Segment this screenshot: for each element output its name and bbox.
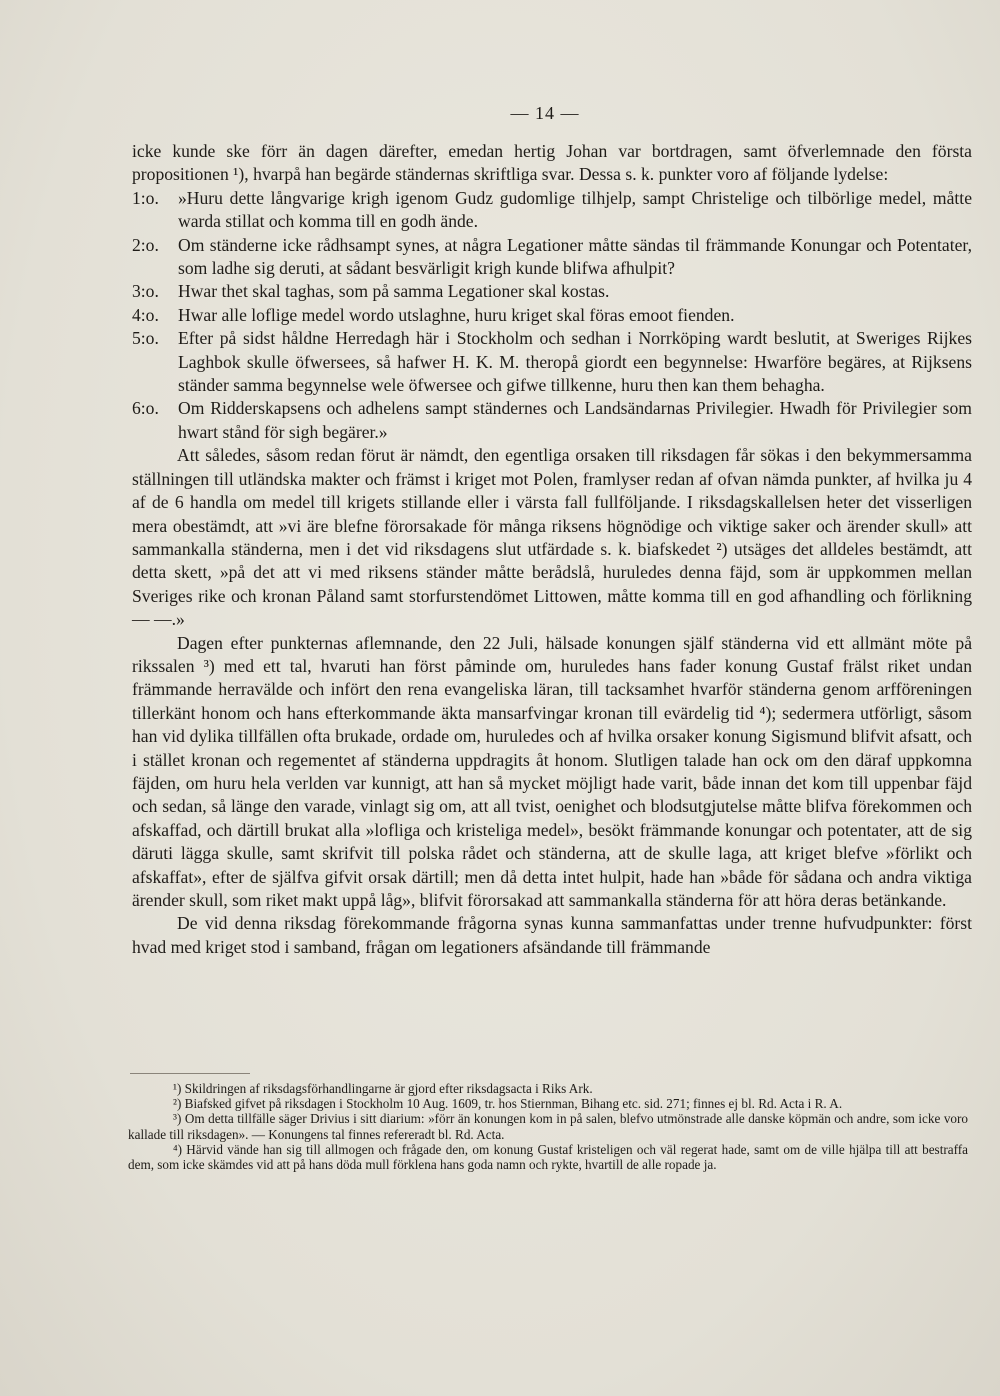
body-paragraph: Att således, såsom redan förut är nämdt, den egentliga orsaken till riksdagen får sökas i den bekymmersamma ställningen till utländska makter och främst i kriget mot Polen, framlyser redan af ofvan nämda punkter, af hvilka ju 4 af de 6 handla om medel till krigets stillande eller i värsta fall fullföljande. I riksdagskallelsen heter det visserligen mera obestämdt, att »vi äre blefne förorsakade för många riksens högnödige och viktige saker och ärender skull» att sammankalla ständerna, men i det vid riksdagens slut utfärdade s. k. biafskedet ²) utsäges det alldeles bestämdt, att detta skett, »på det att vi med riksens ständer måtte berådslå, huruledes denna fäjd, som är uppkommen mellan Sveriges rike och kronan Påland samt storfurstendömet Littowen, måtte komma till en god afhandling och förlikning — —.» (132, 445, 972, 630)
footnote: ¹) Skildringen af riksdagsförhandlingarne är gjord efter riksdagsacta i Riks Ark. (173, 1081, 593, 1096)
footnote: ³) Om detta tillfälle säger Drivius i sitt diarium: »förr än konungen kom in på salen, blefvo utmönstrade alle danske köpmän och andre, som icke voro kallade till riksdagen». — Konungens tal finnes refereradt bl. Rd. Acta. (128, 1111, 968, 1142)
item-number: 5:o. (132, 328, 159, 349)
body-paragraph: Dagen efter punkternas aflemnande, den 22 Juli, hälsade konungen själf ständerna vid ett allmänt möte på rikssalen ³) med ett tal, hvaruti han först påminde om, huruledes hans fader konung Gustaf frälst riket undan främmande herravälde och infört den rena evangeliska läran, till tacksamhet hvarför ständerna genom arfföreningen tillerkänt honom och hans efterkommande äkta mansarfvingar kronan till evärdelig tid ⁴); sedermera utförligt, såsom han vid dylika tillfällen ofta brukade, ordade om, huruledes och af hvilka orsaker konung Sigismund blifvit afsatt, och i stället kronan och regementet af ständerna uppdragits åt honom. Slutligen talade han ock om den däraf uppkomna fäjden, om huru hela verlden var kunnigt, att han så mycket möjligt hade varit, både innan det kom till uppenbar fäjd och sedan, så länge den varade, vinlagt sig om, att all tvist, oenighet och blodsutgjutelse måtte blifva förekommen och afskaffad, och därtill brukat alla »lofliga och kristeliga medel», besökt främmande konungar och potentater, att de sig däruti lägga skulle, samt skrifvit till polska rådet och ständerna, att de skulle laga, att kriget blefve »förlikt och afskaffat», efter de själfva gifvit orsak därtill; men då detta intet hulpit, hade han »både för sådana och andra viktiga ärender skull, som riket makt uppå låg», blifvit förorsakad att sammankalla ständerna för att höra deras betänkande. (132, 632, 972, 910)
list-item (132, 327, 972, 397)
item-text: Hwar alle loflige medel wordo utslaghne, huru kriget skal föras emoot fienden. (178, 304, 735, 325)
item-number: 6:o. (132, 398, 159, 419)
item-text: »Huru dette långvarige krigh igenom Gudz gudomlige tilhjelp, sampt Christelige och tilbörlige medel, måtte warda stillat och komma till en godh ände. (178, 187, 972, 232)
numbered-list (132, 187, 972, 444)
list-item (132, 187, 972, 234)
footnote: ⁴) Härvid vände han sig till allmogen och frågade den, om konung Gustaf kristeligen och väl regerat hade, samt om de ville hjälpa till att bestraffa dem, som icke skämdes vid att på hans döda mull förklena hans goda namn och rykte, hvartill de alle ropade ja. (128, 1141, 968, 1173)
item-number: 4:o. (132, 304, 159, 325)
list-item (132, 234, 972, 281)
item-text: Efter på sidst håldne Herredagh här i Stockholm och sedhan i Norrköping wardt beslutit, at Sweriges Rijkes Laghbok skulle öfwersees, så hafwer H. K. M. theropå giordt een begynnelse: Hwarföre begäres, at Rijksens ständer samma begynnelse wele öfwersee och gifwe tillkenne, huru then kan them behagha. (178, 328, 972, 396)
item-number: 1:o. (132, 187, 159, 208)
footnote-divider (130, 1073, 250, 1074)
item-text: Hwar thet skal taghas, som på samma Legationer skal kostas. (178, 281, 610, 302)
list-item (132, 280, 972, 303)
footnotes (128, 1081, 968, 1172)
item-number: 2:o. (132, 234, 159, 255)
footnote: ²) Biafsked gifvet på riksdagen i Stockholm 10 Aug. 1609, tr. hos Stiernman, Bihang etc. sid. 271; finnes ej bl. Rd. Acta i R. A. (173, 1096, 843, 1112)
page-number: — 14 — (510, 103, 580, 123)
list-item (132, 397, 972, 444)
list-item (132, 304, 972, 327)
intro-paragraph: icke kunde ske förr än dagen därefter, emedan hertig Johan var bortdragen, samt öfverlemnade den första propositionen ¹), hvarpå han begärde ständernas skriftliga svar. Dessa s. k. punkter voro af följande lydelse: (132, 141, 972, 185)
item-text: Om Ridderskapsens och adhelens sampt ständernes och Landsändarnas Privilegier. Hwadh för Privilegier som hwart stånd för sigh begärer.» (178, 398, 972, 442)
item-number: 3:o. (132, 281, 159, 302)
body-paragraph: De vid denna riksdag förekommande frågorna synas kunna sammanfattas under trenne hufvudpunkter: först hvad med kriget stod i samband, frågan om legationers afsändande till främmande (132, 913, 972, 957)
body-text (132, 140, 972, 959)
item-text: Om ständerne icke rådhsampt synes, at några Legationer måtte sändas til främmande Konungar och Potentater, som ladhe sig deruti, at sådant besvärligit krigh kunde blifwa afhulpit? (178, 234, 972, 279)
